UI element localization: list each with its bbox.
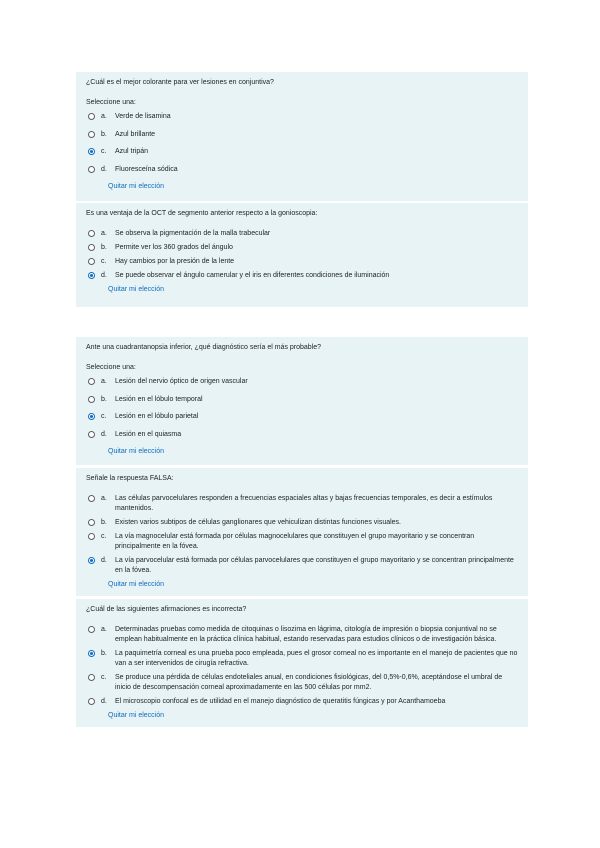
- radio-button[interactable]: [88, 698, 95, 705]
- question-card: [76, 337, 528, 465]
- answer-option-a[interactable]: a. Lesión del nervio óptico de origen vascular: [86, 377, 520, 387]
- radio-button-selected[interactable]: [88, 650, 95, 657]
- answer-option-a[interactable]: a. Determinadas pruebas como medida de citoquinas o lisozima en lágrima, citología de impresión o biopsia conjuntival no se emplean habitualmente en la práctica clínica habitual, estando reservadas para estudios clínicos o de investigación básica.: [86, 625, 520, 645]
- question-card: [76, 72, 528, 201]
- clear-choice-link[interactable]: Quitar mi elección: [108, 183, 165, 190]
- radio-button[interactable]: [88, 131, 95, 138]
- answer-option-d[interactable]: d. El microscopio confocal es de utilidad en el manejo diagnóstico de queratitis fúngicas y por Acanthamoeba: [86, 697, 520, 707]
- answer-option-b[interactable]: b. Permite ver los 360 grados del ángulo: [86, 243, 520, 253]
- question-card: [76, 468, 528, 596]
- answer-option-b[interactable]: b. La paquimetría corneal es una prueba poco empleada, pues el grosor corneal no es importante en el manejo de pacientes que no van a ser intervenidos de cirugía refractiva.: [86, 649, 520, 669]
- question-text: Señale la respuesta FALSA:: [86, 475, 174, 482]
- answer-option-b[interactable]: b. Lesión en el lóbulo temporal: [86, 395, 520, 405]
- question-prompt: Seleccione una:: [86, 99, 136, 106]
- radio-button[interactable]: [88, 230, 95, 237]
- radio-button[interactable]: [88, 431, 95, 438]
- radio-button[interactable]: [88, 244, 95, 251]
- radio-button[interactable]: [88, 378, 95, 385]
- clear-choice-link[interactable]: Quitar mi elección: [108, 581, 165, 588]
- radio-button[interactable]: [88, 533, 95, 540]
- radio-button-selected[interactable]: [88, 272, 95, 279]
- clear-choice-link[interactable]: Quitar mi elección: [108, 448, 165, 455]
- question-prompt: Seleccione una:: [86, 364, 136, 371]
- answer-option-c[interactable]: c. Se produce una pérdida de células endoteliales anual, en condiciones fisiológicas, del 0,5%-0,6%, aceptándose el umbral de inicio de descompensación corneal aproximadamente en las 500 células por mm2.: [86, 673, 520, 693]
- answer-option-c[interactable]: c. Lesión en el lóbulo parietal: [86, 412, 520, 422]
- question-card: [76, 203, 528, 307]
- answer-option-b[interactable]: b. Azul brillante: [86, 130, 520, 140]
- answer-option-a[interactable]: a. Verde de lisamina: [86, 112, 520, 122]
- radio-button-selected[interactable]: [88, 557, 95, 564]
- question-card: [76, 599, 528, 727]
- radio-button-selected[interactable]: [88, 148, 95, 155]
- answer-option-c[interactable]: c. Hay cambios por la presión de la lente: [86, 257, 520, 267]
- question-text: ¿Cuál es el mejor colorante para ver lesiones en conjuntiva?: [86, 79, 274, 86]
- question-text: Es una ventaja de la OCT de segmento anterior respecto a la gonioscopia:: [86, 210, 318, 217]
- answer-option-c[interactable]: c. La vía magnocelular está formada por células magnocelulares que constituyen el grupo mayoritario y se concentran principalmente en la fóvea.: [86, 532, 520, 552]
- answer-option-d[interactable]: d. La vía parvocelular está formada por células parvocelulares que constituyen el grupo mayoritario y se concentran principalmente en la fóvea.: [86, 556, 520, 576]
- question-text: Ante una cuadrantanopsia inferior, ¿qué diagnóstico sería el más probable?: [86, 344, 322, 351]
- radio-button[interactable]: [88, 396, 95, 403]
- question-text: ¿Cuál de las siguientes afirmaciones es incorrecta?: [86, 606, 247, 613]
- radio-button[interactable]: [88, 626, 95, 633]
- radio-button[interactable]: [88, 113, 95, 120]
- radio-button[interactable]: [88, 258, 95, 265]
- clear-choice-link[interactable]: Quitar mi elección: [108, 286, 165, 293]
- clear-choice-link[interactable]: Quitar mi elección: [108, 712, 165, 719]
- radio-button[interactable]: [88, 519, 95, 526]
- radio-button[interactable]: [88, 495, 95, 502]
- answer-option-d[interactable]: d. Se puede observar el ángulo camerular y el iris en diferentes condiciones de iluminación: [86, 271, 520, 281]
- answer-option-a[interactable]: a. Se observa la pigmentación de la malla trabecular: [86, 229, 520, 239]
- answer-option-d[interactable]: d. Fluoresceína sódica: [86, 165, 520, 175]
- answer-option-d[interactable]: d. Lesión en el quiasma: [86, 430, 520, 440]
- answer-option-a[interactable]: a. Las células parvocelulares responden a frecuencias espaciales altas y bajas frecuencias temporales, es decir a estímulos mantenidos.: [86, 494, 520, 514]
- radio-button[interactable]: [88, 166, 95, 173]
- answer-option-c[interactable]: c. Azul tripán: [86, 147, 520, 157]
- radio-button[interactable]: [88, 674, 95, 681]
- radio-button-selected[interactable]: [88, 413, 95, 420]
- answer-option-b[interactable]: b. Existen varios subtipos de células ganglionares que vehiculizan distintas funciones visuales.: [86, 518, 520, 528]
